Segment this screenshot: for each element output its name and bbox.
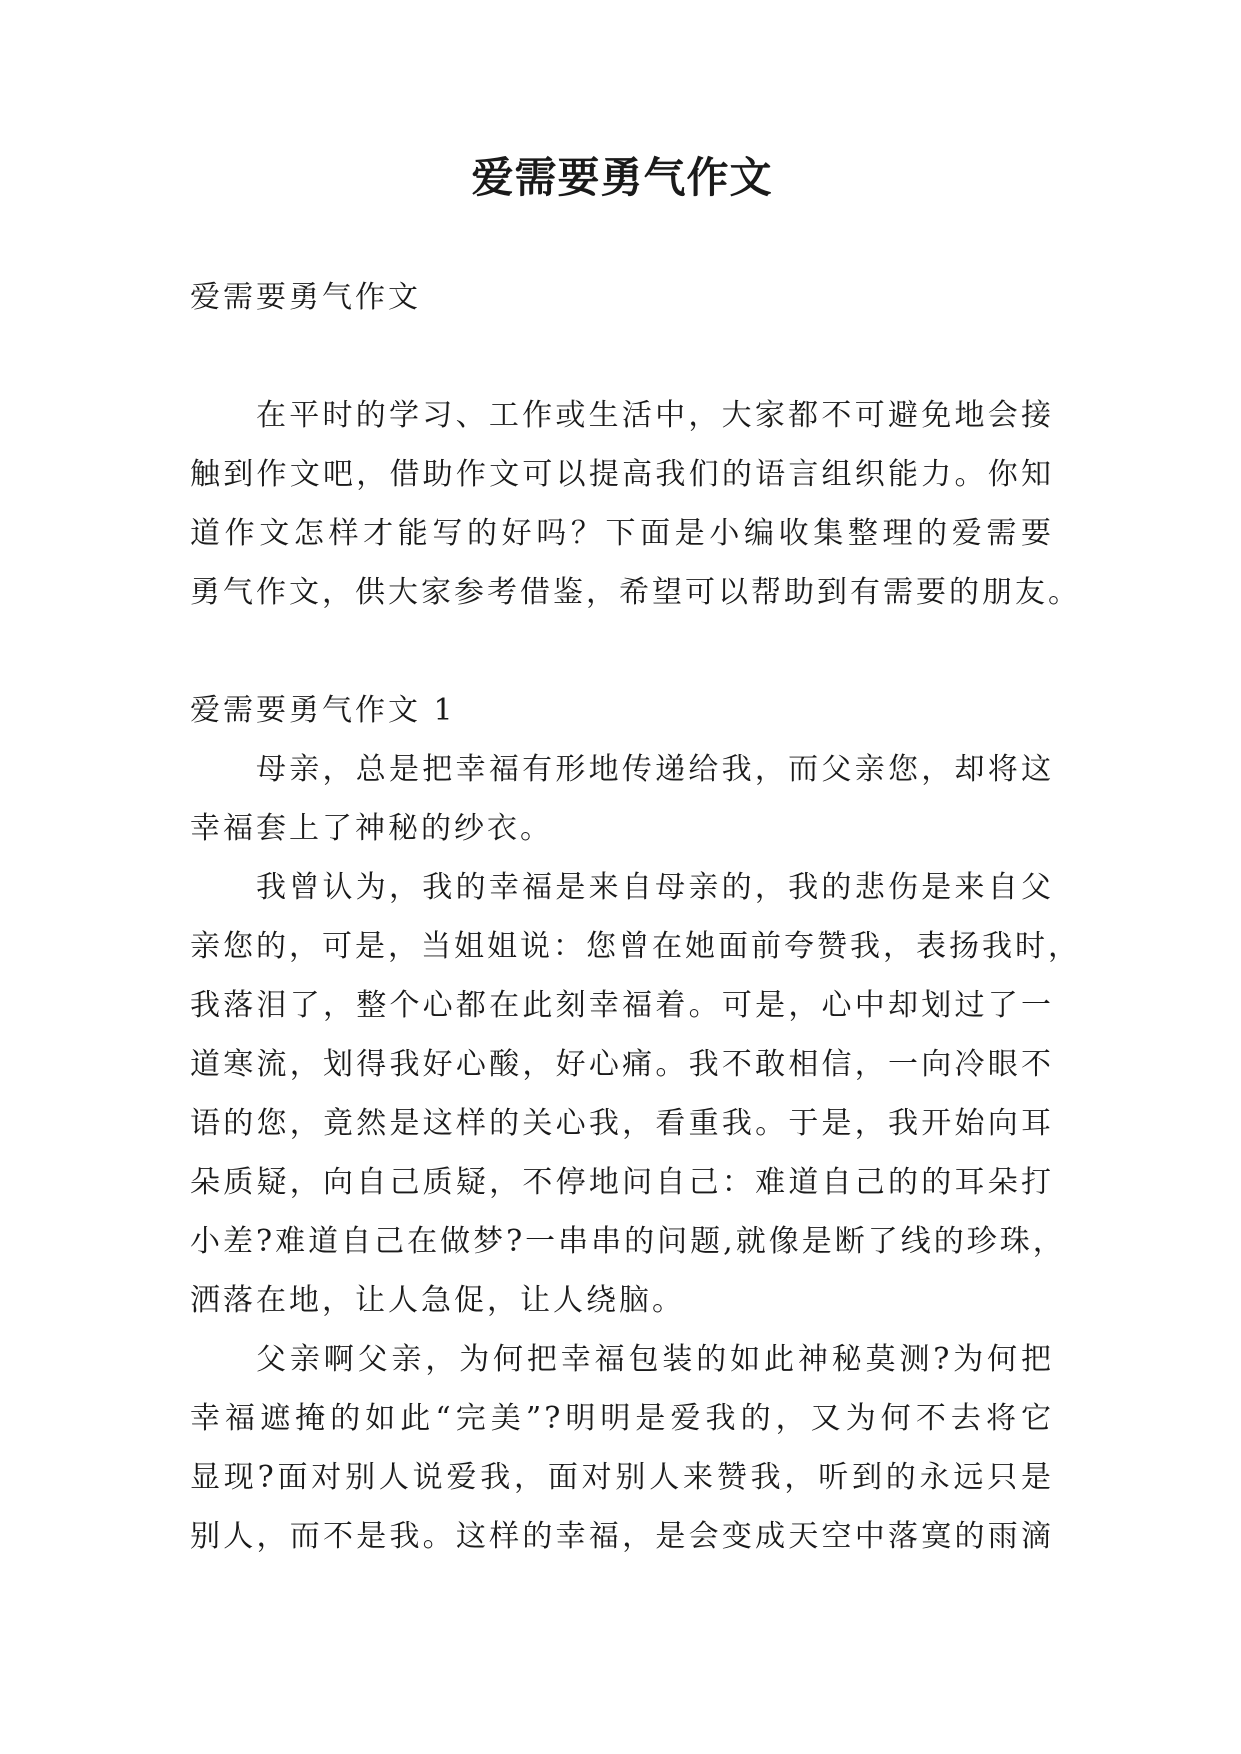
paragraph-line: 我曾认为，我的幸福是来自母亲的，我的悲伤是来自父 — [256, 870, 1054, 905]
paragraph-line: 触到作文吧，借助作文可以提高我们的语言组织能力。你知 — [190, 457, 1054, 492]
paragraph-2 — [190, 858, 1081, 1330]
document-body — [190, 268, 1081, 1566]
paragraph-3 — [190, 1330, 1054, 1566]
paragraph-line: 道寒流，划得我好心酸，好心痛。我不敢相信，一向冷眼不 — [190, 1047, 1054, 1082]
paragraph-line: 语的您，竟然是这样的关心我，看重我。于是，我开始向耳 — [190, 1106, 1054, 1141]
blank-line — [190, 622, 1054, 681]
paragraph-line: 洒落在地，让人急促，让人绕脑。 — [190, 1283, 685, 1318]
paragraph-line: 小差?难道自己在做梦?一串串的问题,就像是断了线的珍珠， — [190, 1224, 1066, 1259]
paragraph-line: 父亲啊父亲，为何把幸福包装的如此神秘莫测?为何把 — [256, 1342, 1054, 1377]
paragraph-line: 幸福套上了神秘的纱衣。 — [190, 811, 553, 846]
paragraph-line: 我落泪了，整个心都在此刻幸福着。可是，心中却划过了一 — [190, 988, 1054, 1023]
paragraph-line: 勇气作文，供大家参考借鉴，希望可以帮助到有需要的朋友。 — [190, 575, 1081, 610]
paragraph-1 — [190, 740, 1054, 858]
document-subtitle: 爱需要勇气作文 — [190, 280, 421, 315]
intro-paragraph — [190, 386, 1081, 622]
blank-line — [190, 327, 1054, 386]
section-heading: 爱需要勇气作文 1 — [190, 693, 456, 728]
paragraph-line: 别人，而不是我。这样的幸福，是会变成天空中落寞的雨滴 — [190, 1519, 1054, 1554]
paragraph-line: 在平时的学习、工作或生活中，大家都不可避免地会接 — [256, 398, 1054, 433]
paragraph-line: 道作文怎样才能写的好吗？下面是小编收集整理的爱需要 — [190, 516, 1054, 551]
paragraph-line: 母亲，总是把幸福有形地传递给我，而父亲您，却将这 — [256, 752, 1054, 787]
paragraph-line: 显现?面对别人说爱我，面对别人来赞我，听到的永远只是 — [190, 1460, 1054, 1495]
paragraph-line: 幸福遮掩的如此“完美”?明明是爱我的，又为何不去将它 — [190, 1401, 1054, 1436]
paragraph-line: 朵质疑，向自己质疑，不停地问自己：难道自己的的耳朵打 — [190, 1165, 1054, 1200]
document-title: 爱需要勇气作文 — [471, 153, 773, 202]
paragraph-line: 亲您的，可是，当姐姐说：您曾在她面前夸赞我，表扬我时， — [190, 929, 1081, 964]
